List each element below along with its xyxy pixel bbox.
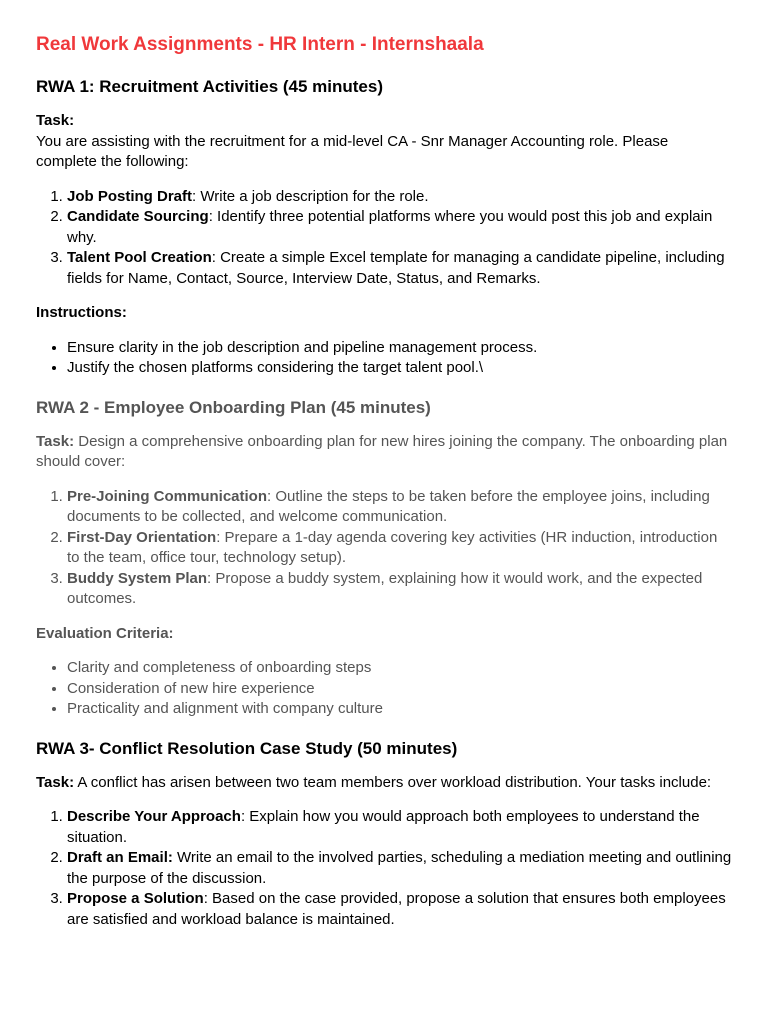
list-item: • Clarity and completeness of onboarding steps: [67, 658, 732, 679]
item-text: : Explain how you would approach both employees to understand the situation.: [67, 808, 700, 846]
list-item: • Practicality and alignment with company culture: [67, 699, 732, 720]
item-text: Write an email to the involved parties, scheduling a mediation meeting and outlining the purpose of the discussion.: [67, 849, 732, 887]
item-text: : Outline the steps to be taken before the employee joins, including documents to be collected, and welcome communication.: [67, 487, 710, 525]
rwa1-task: [36, 111, 732, 173]
rwa2-task-label: Task:: [36, 432, 75, 450]
rwa2-list: [36, 487, 732, 610]
list-item: • Justify the chosen platforms considering the target talent pool.\: [67, 358, 732, 379]
item-term: First-Day Orientation: [67, 528, 217, 546]
list-item: [67, 207, 732, 248]
list-item: [67, 807, 732, 848]
rwa1-task-text: You are assisting with the recruitment for a mid-level CA - Snr Manager Accounting role. Please complete the following:: [36, 132, 669, 170]
item-text: : Prepare a 1-day agenda covering key activities (HR induction, introduction to the team, office tour, technology setup).: [67, 528, 718, 566]
list-item: [67, 569, 732, 610]
list-item: [67, 528, 732, 569]
list-item: [67, 848, 732, 889]
item-term: Job Posting Draft: [67, 187, 193, 205]
item-term: Talent Pool Creation: [67, 249, 212, 266]
rwa2-criteria-label: Evaluation Criteria:: [36, 624, 174, 642]
document-title: Real Work Assignments - HR Intern - Internshaala: [36, 34, 484, 55]
item-term: Pre-Joining Communication: [67, 487, 268, 505]
item-term: Buddy System Plan: [67, 569, 208, 587]
item-text: : Write a job description for the role.: [192, 187, 429, 205]
list-item: [67, 187, 732, 208]
item-term: Candidate Sourcing: [67, 208, 209, 225]
list-item: • Consideration of new hire experience: [67, 679, 732, 700]
rwa3-section: [36, 737, 732, 931]
rwa2-section: [36, 396, 732, 720]
rwa3-task-text: A conflict has arisen between two team members over workload distribution. Your tasks include:: [74, 773, 712, 791]
item-text: : Create a simple Excel template for managing a candidate pipeline, including fields for Name, Contact, Source, Interview Date, Status, and Remarks.: [67, 249, 725, 287]
rwa1-instructions-list: [36, 338, 732, 379]
rwa3-list: [36, 807, 732, 930]
item-term: Describe Your Approach: [67, 808, 241, 825]
list-item: [67, 248, 732, 289]
item-term: Propose a Solution: [67, 890, 204, 907]
rwa2-criteria-list: [36, 658, 732, 720]
rwa1-section: [36, 75, 732, 379]
list-item: [67, 889, 732, 930]
rwa2-heading: RWA 2 - Employee Onboarding Plan (45 minutes): [36, 397, 431, 417]
rwa1-task-label: Task:: [36, 112, 75, 129]
item-text: : Propose a buddy system, explaining how it would work, and the expected outcomes.: [67, 569, 703, 607]
rwa3-task: [36, 773, 732, 794]
rwa1-instructions-label: Instructions:: [36, 304, 127, 321]
rwa3-heading: RWA 3- Conflict Resolution Case Study (50 minutes): [36, 738, 458, 758]
rwa1-heading: RWA 1: Recruitment Activities (45 minutes): [36, 77, 384, 96]
rwa3-task-label: Task:: [36, 773, 75, 791]
rwa2-task: [36, 432, 732, 473]
rwa1-list: [36, 187, 732, 290]
list-item: • Ensure clarity in the job description and pipeline management process.: [67, 338, 732, 359]
rwa2-task-text: Design a comprehensive onboarding plan for new hires joining the company. The onboarding plan should cover:: [36, 432, 728, 470]
item-term: Draft an Email:: [67, 849, 173, 866]
list-item: [67, 487, 732, 528]
item-text: : Based on the case provided, propose a solution that ensures both employees are satisfied and workload balance is maintained.: [67, 890, 726, 928]
item-text: : Identify three potential platforms where you would post this job and explain why.: [67, 208, 713, 246]
